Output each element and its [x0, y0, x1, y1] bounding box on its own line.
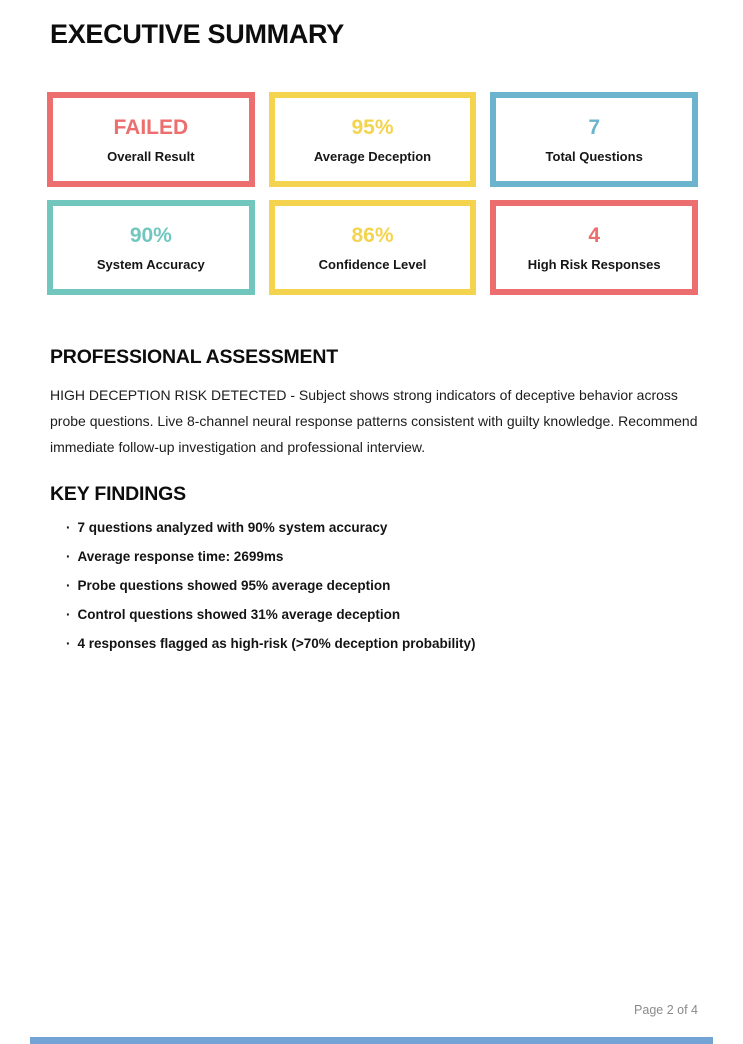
stat-card-confidence-level [269, 200, 477, 295]
stat-card-average-deception [269, 92, 477, 187]
stat-value: 90% [129, 223, 172, 247]
stat-value: 86% [351, 223, 394, 247]
finding-item: · Average response time: 2699ms [66, 549, 475, 565]
assessment-body-text: HIGH DECEPTION RISK DETECTED - Subject shows strong indicators of deceptive behavior across probe questions. Live 8-channel neural response patterns consistent with guilty knowledge. Recommend immediate follow-up investigation and professional interview. [50, 387, 698, 455]
stat-value: 7 [588, 115, 600, 139]
stat-label: Confidence Level [318, 256, 427, 272]
stat-label: High Risk Responses [527, 256, 661, 272]
finding-item: · 7 questions analyzed with 90% system accuracy [66, 520, 475, 536]
stat-value: 4 [588, 223, 600, 247]
stat-card-system-accuracy [47, 200, 255, 295]
stat-cards-grid [47, 92, 698, 295]
stat-value: FAILED [113, 115, 189, 139]
page-number: Page 2 of 4 [634, 1003, 698, 1017]
stat-value: 95% [351, 115, 394, 139]
stat-label: System Accuracy [96, 256, 205, 272]
finding-item: · Probe questions showed 95% average deception [66, 578, 475, 594]
page-title: EXECUTIVE SUMMARY [50, 19, 344, 49]
findings-list [66, 520, 475, 665]
footer-accent-bar [30, 1037, 713, 1044]
stat-label: Average Deception [313, 148, 432, 164]
stat-card-high-risk-responses [490, 200, 698, 295]
finding-item: · Control questions showed 31% average deception [66, 607, 475, 623]
findings-heading: KEY FINDINGS [50, 483, 186, 505]
assessment-heading: PROFESSIONAL ASSESSMENT [50, 346, 338, 368]
stat-label: Overall Result [107, 148, 195, 164]
stat-label: Total Questions [545, 148, 643, 164]
stat-card-overall-result [47, 92, 255, 187]
finding-item: · 4 responses flagged as high-risk (>70% deception probability) [66, 636, 475, 652]
stat-card-total-questions [490, 92, 698, 187]
